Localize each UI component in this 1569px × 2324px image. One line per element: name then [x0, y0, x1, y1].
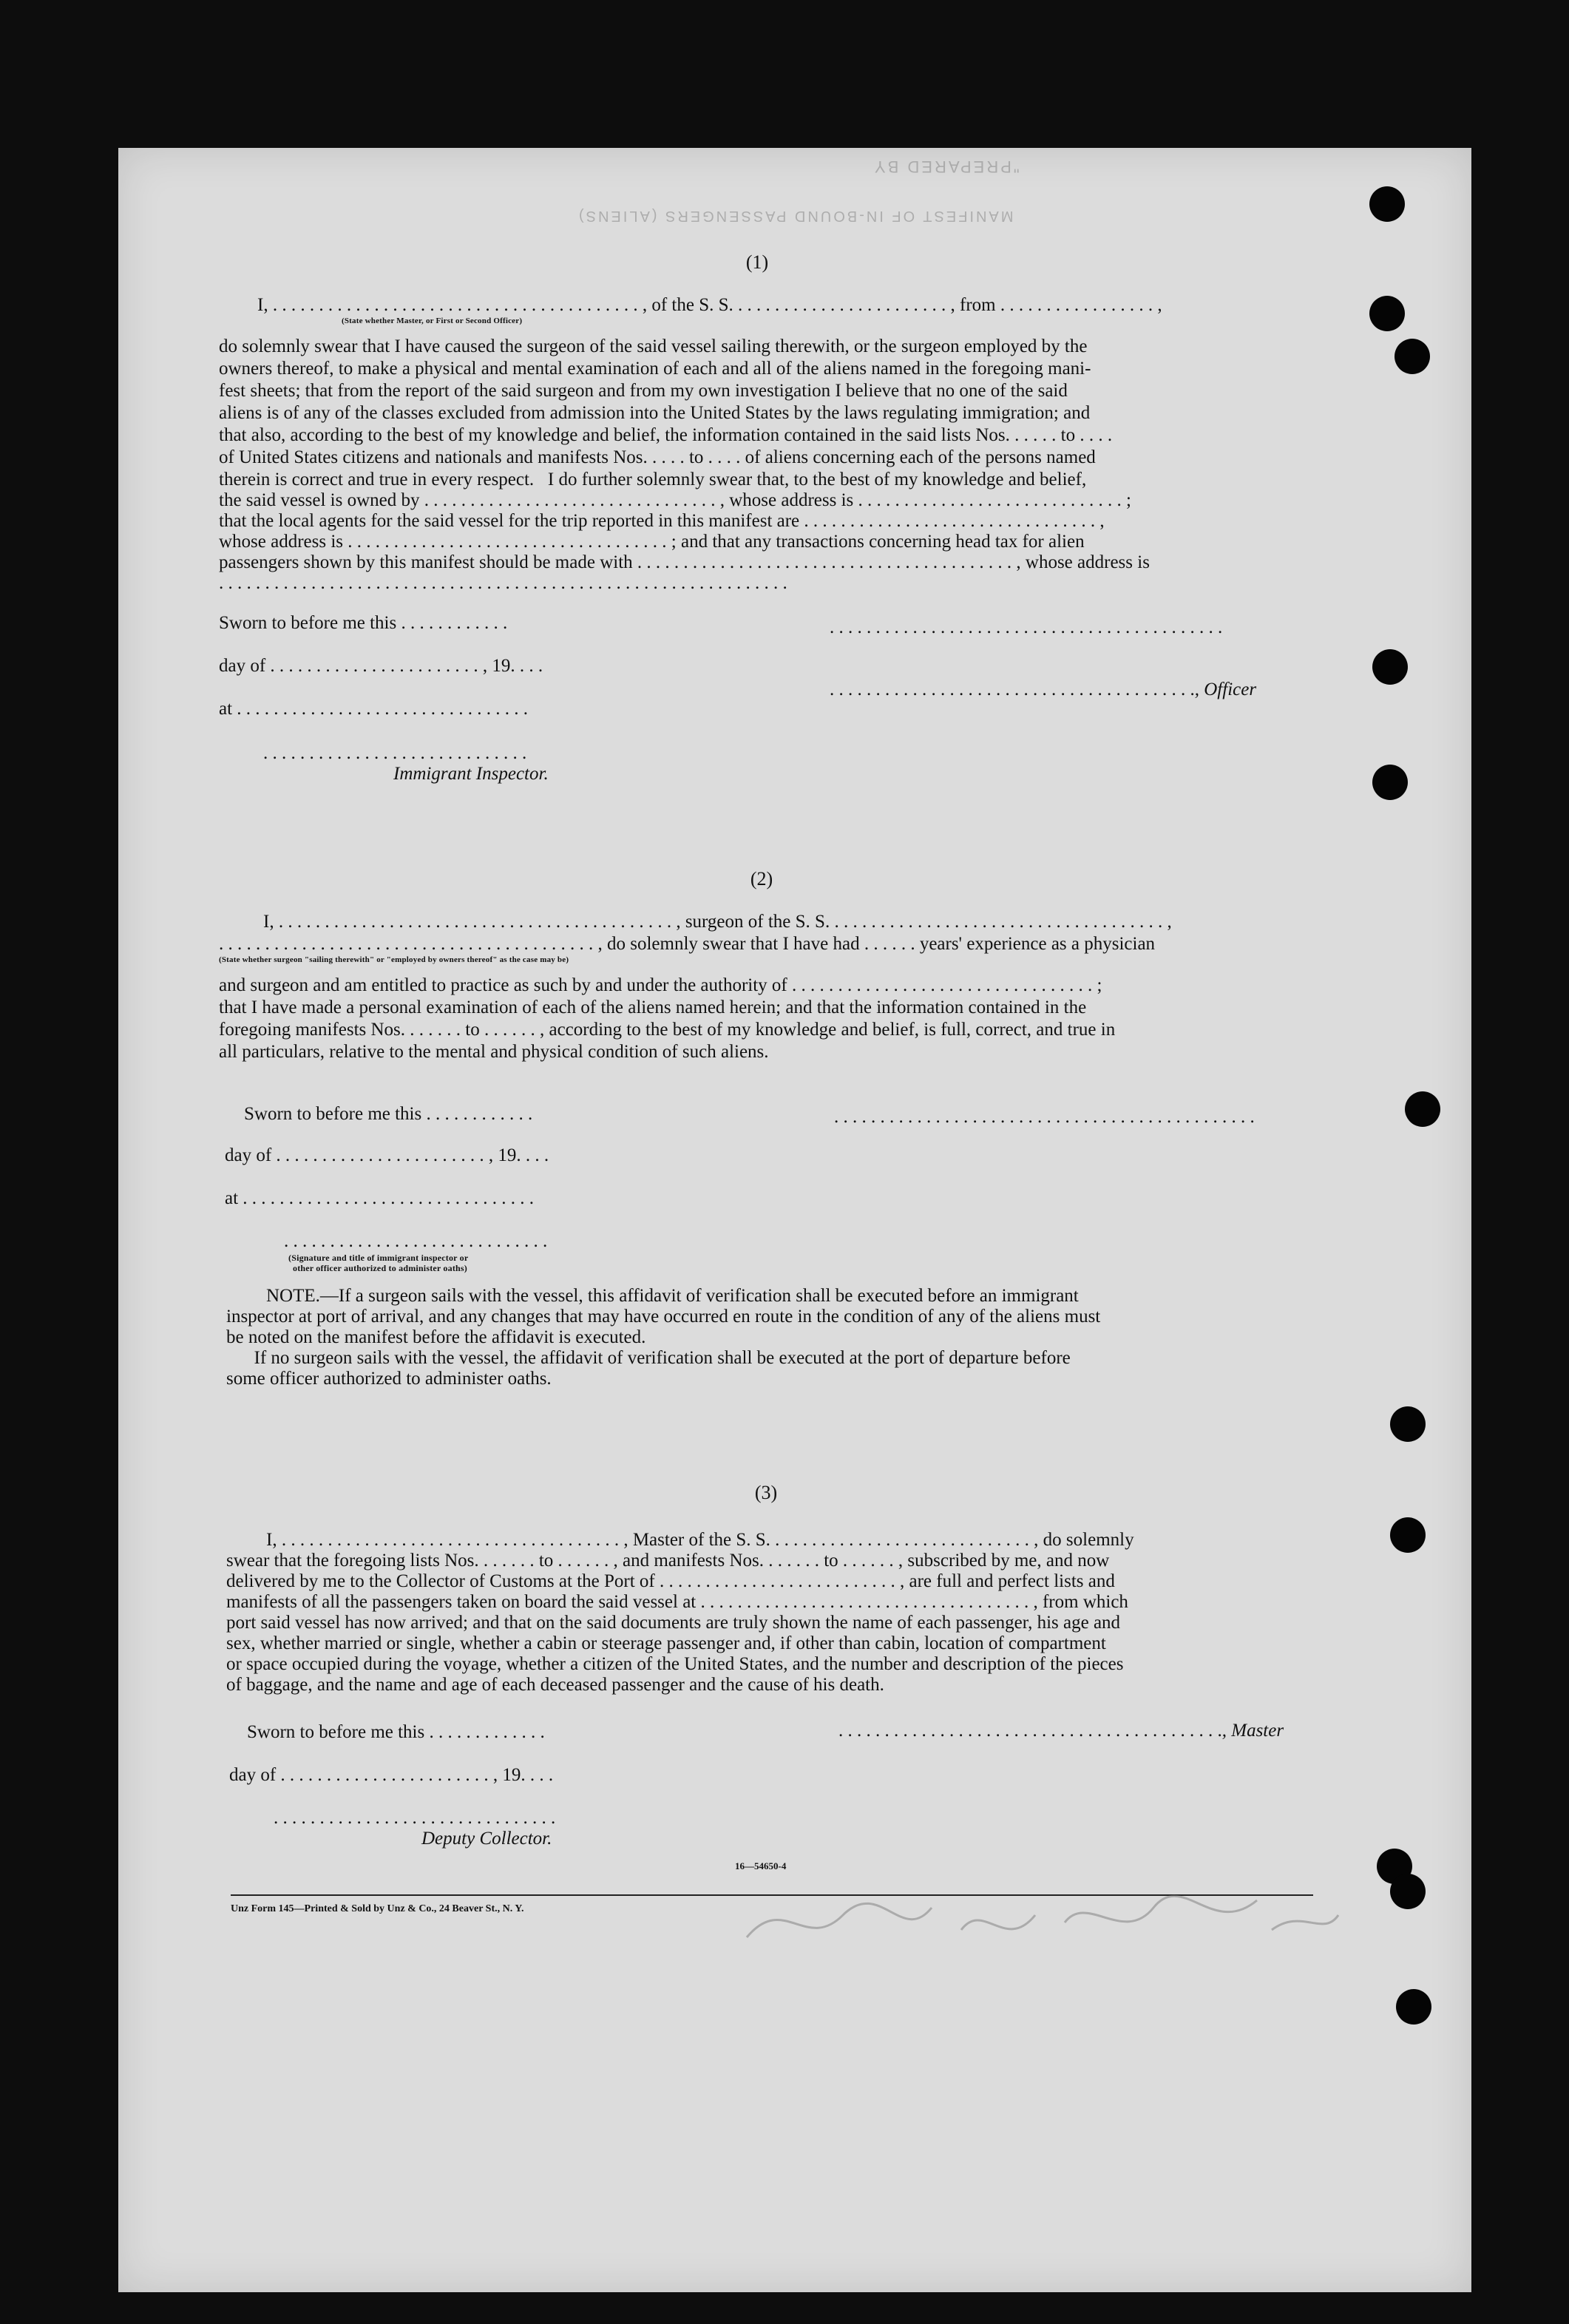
handwritten-scrawl	[739, 1878, 1346, 1967]
section-3-line: delivered by me to the Collector of Customs at the Port of . . . . . . . . . . . . . . . . . . . . . . . . . . , are full and perfect lists and	[226, 1571, 1115, 1591]
section-1-heading: (1)	[745, 251, 769, 273]
section-3-line: I, . . . . . . . . . . . . . . . . . . . . . . . . . . . . . . . . . . . . . , Master of the S. S. . . . . . . . . . . . . . . . . . . . . . . . . . . . . , do solemnly	[266, 1530, 1134, 1550]
signature-label: (Signature and title of immigrant inspector or	[288, 1253, 469, 1263]
inspector-label: Immigrant Inspector.	[393, 764, 549, 784]
note-line: be noted on the manifest before the affidavit is executed.	[226, 1327, 646, 1347]
collector-signature-dots: . . . . . . . . . . . . . . . . . . . . . . . . . . . . . . .	[274, 1808, 556, 1828]
section-2-line: and surgeon and am entitled to practice as such by and under the authority of . . . . . . . . . . . . . . . . . . . . . . . . . . . . . . . . . ;	[219, 975, 1102, 995]
officer-label: , Officer	[1194, 680, 1257, 699]
section-2-line: . . . . . . . . . . . . . . . . . . . . . . . . . . . . . . . . . . . . . . . . . , do solemnly swear that I have had . . . . . . years' experience as a physician	[219, 934, 1156, 954]
section-1-line: do solemnly swear that I have caused the surgeon of the said vessel sailing therewith, or the surgeon employed by the	[219, 336, 1088, 356]
section-1-line: that also, according to the best of my knowledge and belief, the information contained in the said lists Nos. . . . . . to . . . .	[219, 425, 1113, 445]
punch-hole	[1405, 1091, 1440, 1127]
at-line: at . . . . . . . . . . . . . . . . . . . . . . . . . . . . . . . .	[219, 699, 529, 719]
bleed-through-text: "PREPARED BY	[872, 157, 1020, 176]
signature-label: other officer authorized to administer oaths)	[293, 1263, 467, 1273]
section-2-line: that I have made a personal examination of each of the aliens named herein; and that the information contained in the	[219, 997, 1087, 1017]
form-number: 16—54650-4	[735, 1860, 787, 1871]
day-line: day of . . . . . . . . . . . . . . . . . . . . . . . , 19. . . .	[229, 1765, 554, 1785]
collector-label: Deputy Collector.	[421, 1829, 552, 1849]
officer-signature-dots: . . . . . . . . . . . . . . . . . . . . . . . . . . . . . . . . . . . . . . . . . . .	[830, 617, 1223, 637]
signature-dots: . . . . . . . . . . . . . . . . . . . . . . . . . . . . . . . . . . . . . . . . . . . . . .	[834, 1107, 1255, 1127]
day-line: day of . . . . . . . . . . . . . . . . . . . . . . . , 19. . . .	[225, 1145, 549, 1165]
section-2-line: I, . . . . . . . . . . . . . . . . . . . . . . . . . . . . . . . . . . . . . . . . . . . , surgeon of the S. S. . . . . . . . . . . . . . . . . . . . . . . . . . . . . . . . . . . . . ,	[263, 912, 1172, 932]
section-1-line: whose address is . . . . . . . . . . . . . . . . . . . . . . . . . . . . . . . . . . . ; and that any transactions concerning head tax for alien	[219, 532, 1085, 552]
section-1-line: aliens is of any of the classes excluded from admission into the United States by the laws regulating immigration; and	[219, 403, 1091, 423]
section-3-line: or space occupied during the voyage, whether a citizen of the United States, and the number and description of the pieces	[226, 1654, 1124, 1674]
master-label: , Master	[1221, 1721, 1284, 1741]
note-line: NOTE.—If a surgeon sails with the vessel, this affidavit of verification shall be executed before an immigrant	[266, 1286, 1079, 1306]
inspector-signature-dots: . . . . . . . . . . . . . . . . . . . . . . . . . . . . .	[263, 743, 527, 763]
section-1-line: passengers shown by this manifest should be made with . . . . . . . . . . . . . . . . . . . . . . . . . . . . . . . . . . . . . . . . . , whose address is	[219, 552, 1150, 572]
section-1-line: of United States citizens and nationals and manifests Nos. . . . . to . . . . of aliens concerning each of the persons named	[219, 447, 1096, 467]
section-3-line: sex, whether married or single, whether a cabin or steerage passenger and, if other than cabin, location of compartment	[226, 1633, 1106, 1653]
punch-hole	[1369, 296, 1405, 331]
section-1-line: owners thereof, to make a physical and mental examination of each and all of the aliens named in the foregoing mani-	[219, 359, 1091, 379]
signature-dots: . . . . . . . . . . . . . . . . . . . . . . . . . . . . .	[284, 1231, 548, 1251]
section-2-line: foregoing manifests Nos. . . . . . . to . . . . . . , according to the best of my knowledge and belief, is full, correct, and true in	[219, 1020, 1116, 1040]
section-2-heading: (2)	[750, 868, 773, 890]
section-3-line: port said vessel has now arrived; and that on the said documents are truly shown the name of each passenger, his age and	[226, 1613, 1121, 1633]
section-1-line: I, . . . . . . . . . . . . . . . . . . . . . . . . . . . . . . . . . . . . . . . . , of the S. S. . . . . . . . . . . . . . . . . . . . . . . . , from . . . . . . . . . . . . . . . . . ,	[257, 295, 1162, 315]
officer-signature-dots	[830, 679, 1256, 701]
punch-hole	[1372, 649, 1408, 685]
punch-hole	[1390, 1406, 1426, 1442]
punch-hole	[1390, 1517, 1426, 1553]
bleed-through-text: MANIFEST OF IN-BOUND PASSENGERS (ALIENS)	[577, 208, 1014, 224]
section-3-line: manifests of all the passengers taken on board the said vessel at . . . . . . . . . . . . . . . . . . . . . . . . . . . . . . . . . . . . , from which	[226, 1592, 1128, 1612]
section-1-line: fest sheets; that from the report of the said surgeon and from my own investigation I believe that no one of the said	[219, 381, 1068, 401]
sworn-line: Sworn to before me this . . . . . . . . . . . . .	[247, 1722, 545, 1742]
punch-hole	[1396, 1989, 1431, 2025]
punch-hole	[1390, 1874, 1426, 1909]
section-2-line: all particulars, relative to the mental and physical condition of such aliens.	[219, 1042, 769, 1062]
officer-dots: . . . . . . . . . . . . . . . . . . . . . . . . . . . . . . . . . . . . . . . .	[830, 680, 1195, 699]
section-1-line: the said vessel is owned by . . . . . . . . . . . . . . . . . . . . . . . . . . . . . . . . , whose address is . . . . . . . . . . . . . . . . . . . . . . . . . . . . . ;	[219, 490, 1131, 510]
punch-hole	[1372, 765, 1408, 800]
section-1-line: that the local agents for the said vessel for the trip reported in this manifest are . . . . . . . . . . . . . . . . . . . . . . . . . . . . . . . . ,	[219, 511, 1105, 531]
section-3-heading: (3)	[754, 1482, 778, 1503]
sworn-line: Sworn to before me this . . . . . . . . . . . .	[244, 1104, 533, 1124]
sworn-line: Sworn to before me this . . . . . . . . . . . .	[219, 613, 508, 633]
section-1-sub-label: (State whether Master, or First or Second Officer)	[342, 316, 523, 325]
section-1-line: . . . . . . . . . . . . . . . . . . . . . . . . . . . . . . . . . . . . . . . . . . . . . . . . . . . . . . . . . . . . . .	[219, 573, 787, 593]
master-dots: . . . . . . . . . . . . . . . . . . . . . . . . . . . . . . . . . . . . . . . . . .	[838, 1721, 1222, 1741]
note-line: If no surgeon sails with the vessel, the affidavit of verification shall be executed at the port of departure before	[226, 1348, 1071, 1368]
day-line: day of . . . . . . . . . . . . . . . . . . . . . . . , 19. . . .	[219, 656, 543, 676]
master-signature	[838, 1720, 1284, 1742]
section-1-line: therein is correct and true in every respect. I do further solemnly swear that, to the best of my knowledge and belief,	[219, 470, 1087, 489]
punch-hole	[1395, 339, 1430, 374]
section-3-line: of baggage, and the name and age of each deceased passenger and the cause of his death.	[226, 1675, 884, 1695]
printer-imprint: Unz Form 145—Printed & Sold by Unz & Co., 24 Beaver St., N. Y.	[231, 1903, 524, 1914]
note-line: inspector at port of arrival, and any changes that may have occurred en route in the condition of any of the aliens must	[226, 1307, 1101, 1327]
punch-hole	[1369, 186, 1405, 222]
at-line: at . . . . . . . . . . . . . . . . . . . . . . . . . . . . . . . .	[225, 1188, 535, 1208]
note-line: some officer authorized to administer oaths.	[226, 1369, 552, 1389]
section-3-line: swear that the foregoing lists Nos. . . . . . . to . . . . . . , and manifests Nos. . . . . . . to . . . . . . , subscribed by me, and now	[226, 1551, 1110, 1571]
section-2-sub-label: (State whether surgeon "sailing therewith" or "employed by owners thereof" as the case may be)	[219, 955, 569, 964]
